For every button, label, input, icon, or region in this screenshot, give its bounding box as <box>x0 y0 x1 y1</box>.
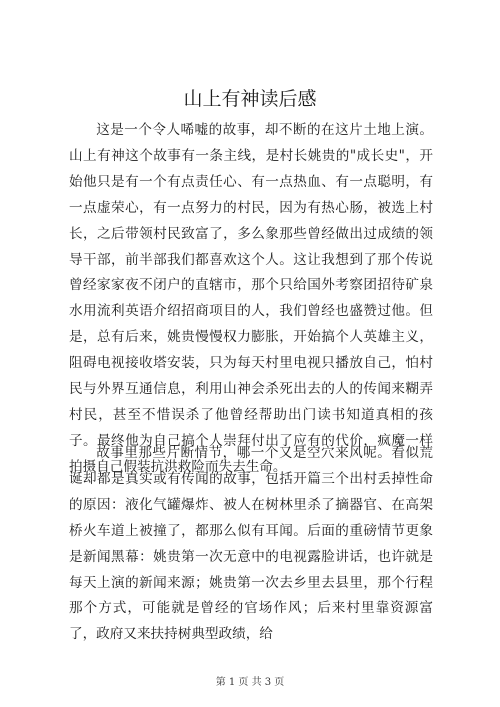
page-number-footer: 第 1 页 共 3 页 <box>215 677 285 688</box>
paragraph-1: 这是一个令人唏嘘的故事，却不断的在这片土地上演。山上有神这个故事有一条主线，是村长姚贵的"成长史"，开始他只是有一个有点责任心、有一点热血、有一点聪明，有一点虚荣心，有一点努力的村民，因为有热心肠，被选上村长，之后带领村民致富了，多么象那些曾经做出过成绩的领导干部，前半部我们都喜欢这个人。这让我想到了那个传说曾经家家夜不闭户的直辖市，那个只给国外考察团招待矿泉水用流利英语介绍招商项目的人，我们曾经也盛赞过他。但是，总有后来，姚贵慢慢权力膨胀，开始搞个人英雄主义，阻碍电视接收塔安装，只为每天村里电视只播放自己，怕村民与外界互通信息，利用山神会杀死出去的人的传闻来糊弄村民，甚至不惜误杀了他曾经帮助出门读书知道真相的孩子。最终他为自己搞个人崇拜付出了应有的代价，疯魔一样拍摄自己假装抗洪救险而失去生命。 <box>69 122 433 475</box>
paragraph-2: 故事里那些片断情节，哪一个又是空穴来风呢。看似荒诞却都是真实或有传闻的故事，包括开篇三个出村丢掉性命的原因：液化气罐爆炸、被人在树林里杀了摘器官、在高架桥火车道上被撞了，都那么似有耳闻。后面的重磅情节更象是新闻黑幕：姚贵第一次无意中的电视露脸讲话，也许就是每天上演的新闻来源；姚贵第一次去乡里去县里，那个行程那个方式，可能就是曾经的官场作风；后来村里靠资源富了，政府又来扶持树典型政绩，给 <box>69 445 433 643</box>
document-title: 山上有神读后感 <box>183 88 317 110</box>
